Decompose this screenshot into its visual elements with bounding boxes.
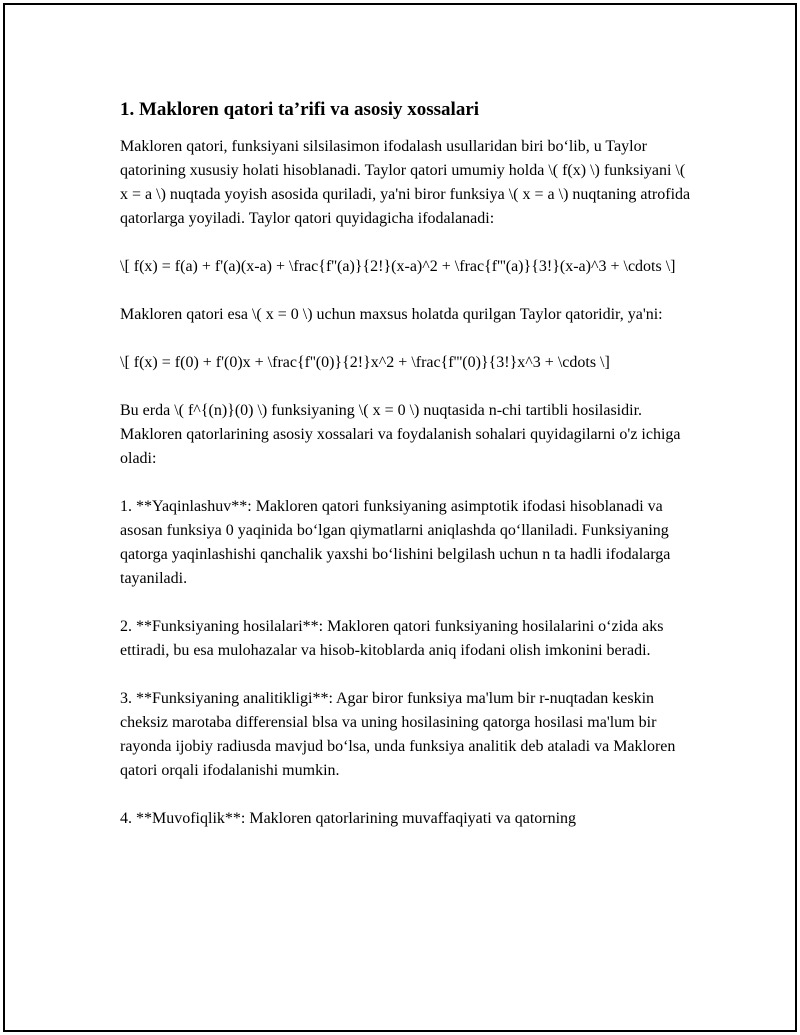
list-item-analyticity: 3. **Funksiyaning analitikligi**: Agar biror funksiya ma'lum bir r-nuqtadan keskin cheksiz marotaba differensial blsa va uning hosilasining qatorga hosilasi ma'lum bir rayonda ijobiy radiusda mavjud bo‘lsa, unda funksiya analitik deb ataladi va Makloren qatori orqali ifodalanishi mumkin. [120, 690, 680, 779]
list-item-derivatives: 2. **Funksiyaning hosilalari**: Makloren qatori funksiyaning hosilalarini o‘zida aks ettiradi, bu esa mulohazalar va hisob-kitoblarda aniq ifodani olish imkonini beradi. [120, 618, 668, 659]
formula-maclaurin-series: \[ f(x) = f(0) + f'(0)x + \frac{f''(0)}{2!}x^2 + \frac{f'''(0)}{3!}x^3 + \cdots \] [120, 354, 610, 371]
document-content [120, 97, 695, 855]
list-item-convergence: 1. **Yaqinlashuv**: Makloren qatori funksiyaning asimptotik ifodasi hisoblanadi va asosan funksiya 0 yaqinida bo‘lgan qiymatlarni aniqlashda qo‘llaniladi. Funksiyaning qatorga yaqinlashishi qanchalik yaxshi bo‘lishini belgilash uchun n ta hadli ifodalarga tayaniladi. [120, 498, 675, 587]
paragraph-intro: Makloren qatori, funksiyani silsilasimon ifodalash usullaridan biri bo‘lib, u Taylor qatorining xususiy holati hisoblanadi. Taylor qatori umumiy holda \( f(x) \) funksiyani \( x = a \) nuqtada yoyish asosida quriladi, ya'ni biror funksiya \( x = a \) nuqtaning atrofida qatorlarga yoyiladi. Taylor qatori quyidagicha ifodalanadi: [120, 138, 695, 227]
formula-taylor-series: \[ f(x) = f(a) + f'(a)(x-a) + \frac{f''(a)}{2!}(x-a)^2 + \frac{f'''(a)}{3!}(x-a)^3 + \cdots \] [120, 258, 676, 275]
paragraph-maclaurin-definition: Makloren qatori esa \( x = 0 \) uchun maxsus holatda qurilgan Taylor qatoridir, ya'ni: [120, 306, 663, 323]
page-frame [3, 3, 797, 1032]
list-item-consistency: 4. **Muvofiqlik**: Makloren qatorlarining muvaffaqiyati va qatorning [120, 810, 577, 827]
section-heading: 1. Makloren qatori ta’rifi va asosiy xossalari [120, 99, 480, 120]
paragraph-derivative-note: Bu erda \( f^{(n)}(0) \) funksiyaning \( x = 0 \) nuqtasida n-chi tartibli hosilasidir. Makloren qatorlarining asosiy xossalari va foydalanish sohalari quyidagilarni o'z ichiga oladi: [120, 402, 685, 467]
